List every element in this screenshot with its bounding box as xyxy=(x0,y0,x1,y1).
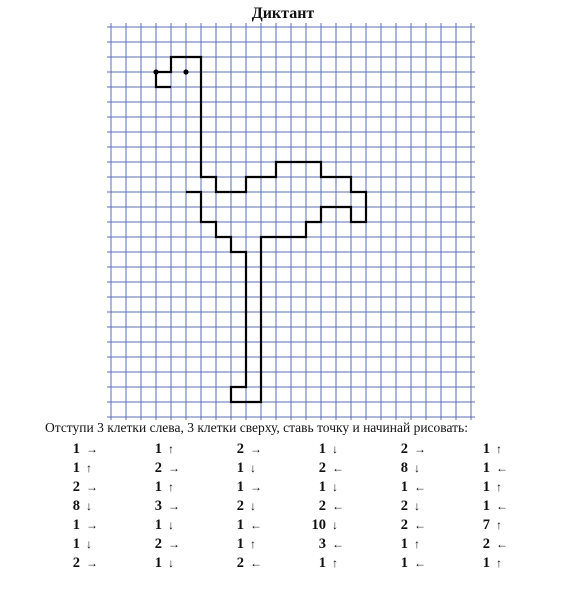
dictation-step xyxy=(470,535,508,553)
step-count: 1 xyxy=(400,536,408,552)
direction-arrow-icon: ↓ xyxy=(250,461,256,475)
dictation-step xyxy=(224,516,262,534)
direction-arrow-icon: → xyxy=(168,537,180,551)
step-count: 2 xyxy=(400,517,408,533)
direction-arrow-icon: → xyxy=(168,461,180,475)
dictation-step xyxy=(60,497,92,515)
direction-arrow-icon: ↑ xyxy=(250,537,256,551)
dictation-step xyxy=(142,554,174,572)
direction-arrow-icon: ← xyxy=(250,518,262,532)
direction-arrow-icon: ← xyxy=(496,499,508,513)
direction-arrow-icon: → xyxy=(86,480,98,494)
step-count: 8 xyxy=(72,498,80,514)
direction-arrow-icon: → xyxy=(250,480,262,494)
step-count: 2 xyxy=(236,441,244,457)
direction-arrow-icon: ← xyxy=(496,461,508,475)
dictation-step xyxy=(224,459,256,477)
step-count: 3 xyxy=(154,498,162,514)
step-count: 2 xyxy=(72,555,80,571)
direction-arrow-icon: ↑ xyxy=(414,537,420,551)
dictation-step xyxy=(388,497,420,515)
dictation-step xyxy=(224,554,262,572)
dictation-step xyxy=(470,554,502,572)
dictation-step xyxy=(142,497,180,515)
step-count: 1 xyxy=(236,536,244,552)
dictation-step xyxy=(142,440,174,458)
step-count: 7 xyxy=(482,517,490,533)
direction-arrow-icon: ↓ xyxy=(332,442,338,456)
dictation-step xyxy=(60,459,92,477)
direction-arrow-icon: ↑ xyxy=(496,518,502,532)
direction-arrow-icon: ↓ xyxy=(86,499,92,513)
direction-arrow-icon: ↑ xyxy=(86,461,92,475)
step-count: 1 xyxy=(236,479,244,495)
dictation-step xyxy=(306,440,338,458)
dictation-step xyxy=(388,440,426,458)
step-count: 1 xyxy=(400,555,408,571)
direction-arrow-icon: → xyxy=(168,499,180,513)
dictation-step xyxy=(224,440,262,458)
direction-arrow-icon: ↑ xyxy=(332,556,338,570)
dictation-step xyxy=(142,516,174,534)
direction-arrow-icon: ← xyxy=(250,556,262,570)
direction-arrow-icon: ↑ xyxy=(168,480,174,494)
step-count: 1 xyxy=(318,555,326,571)
page-title: Диктант xyxy=(251,5,315,22)
step-count: 1 xyxy=(318,479,326,495)
dictation-step xyxy=(224,535,256,553)
step-count: 1 xyxy=(72,517,80,533)
direction-arrow-icon: ↓ xyxy=(332,480,338,494)
dictation-steps xyxy=(60,440,520,572)
direction-arrow-icon: → xyxy=(250,442,262,456)
step-count: 1 xyxy=(482,479,490,495)
dictation-step xyxy=(470,440,502,458)
direction-arrow-icon: ↓ xyxy=(168,518,174,532)
step-count: 1 xyxy=(154,479,162,495)
direction-arrow-icon: ↓ xyxy=(168,556,174,570)
direction-arrow-icon: → xyxy=(86,442,98,456)
direction-arrow-icon: ← xyxy=(414,556,426,570)
step-count: 2 xyxy=(400,441,408,457)
step-count: 1 xyxy=(236,517,244,533)
step-count: 1 xyxy=(482,555,490,571)
step-count: 2 xyxy=(154,536,162,552)
dictation-step xyxy=(60,478,98,496)
step-count: 2 xyxy=(482,536,490,552)
direction-arrow-icon: ↑ xyxy=(496,442,502,456)
dictation-step xyxy=(306,459,344,477)
ostrich-beak-line xyxy=(156,72,171,87)
dictation-step xyxy=(306,497,344,515)
direction-arrow-icon: ← xyxy=(414,518,426,532)
dictation-step xyxy=(224,497,256,515)
step-count: 1 xyxy=(154,517,162,533)
dictation-step xyxy=(60,516,98,534)
step-count: 2 xyxy=(236,555,244,571)
step-count: 1 xyxy=(236,460,244,476)
dictation-step xyxy=(60,554,98,572)
step-count: 1 xyxy=(72,536,80,552)
step-count: 10 xyxy=(311,517,326,533)
step-count: 1 xyxy=(72,460,80,476)
dictation-step xyxy=(388,554,426,572)
direction-arrow-icon: ← xyxy=(496,537,508,551)
step-count: 2 xyxy=(72,479,80,495)
direction-arrow-icon: ↑ xyxy=(496,556,502,570)
dictation-step xyxy=(388,478,426,496)
dictation-step xyxy=(470,516,502,534)
dictation-step xyxy=(142,535,180,553)
direction-arrow-icon: ↓ xyxy=(332,518,338,532)
step-count: 8 xyxy=(400,460,408,476)
step-count: 1 xyxy=(400,479,408,495)
step-count: 2 xyxy=(236,498,244,514)
direction-arrow-icon: ← xyxy=(332,499,344,513)
step-count: 2 xyxy=(318,498,326,514)
direction-arrow-icon: → xyxy=(414,442,426,456)
dictation-step xyxy=(60,535,92,553)
step-count: 2 xyxy=(400,498,408,514)
direction-arrow-icon: → xyxy=(86,518,98,532)
step-count: 1 xyxy=(154,441,162,457)
direction-arrow-icon: → xyxy=(86,556,98,570)
direction-arrow-icon: ↑ xyxy=(496,480,502,494)
step-count: 1 xyxy=(482,498,490,514)
step-count: 3 xyxy=(318,536,326,552)
direction-arrow-icon: ← xyxy=(414,480,426,494)
step-count: 1 xyxy=(318,441,326,457)
dictation-step xyxy=(306,535,344,553)
direction-arrow-icon: ← xyxy=(332,537,344,551)
dictation-step xyxy=(142,478,174,496)
dictation-step xyxy=(470,459,508,477)
step-count: 2 xyxy=(154,460,162,476)
dictation-step xyxy=(388,516,426,534)
dictation-step xyxy=(306,478,338,496)
instruction-text: Отступи 3 клетки слева, 3 клетки сверху, ставь точку и начинай рисовать: xyxy=(45,420,468,435)
dictation-step xyxy=(388,535,420,553)
dictation-step xyxy=(142,459,180,477)
direction-arrow-icon: ↓ xyxy=(250,499,256,513)
direction-arrow-icon: ↓ xyxy=(414,499,420,513)
dictation-step xyxy=(224,478,262,496)
step-count: 1 xyxy=(154,555,162,571)
dictation-step xyxy=(470,497,508,515)
dictation-step xyxy=(306,516,338,534)
dictation-step xyxy=(470,478,502,496)
step-count: 1 xyxy=(482,460,490,476)
direction-arrow-icon: ← xyxy=(332,461,344,475)
dictation-step xyxy=(306,554,338,572)
step-count: 1 xyxy=(72,441,80,457)
dictation-step xyxy=(388,459,420,477)
step-count: 2 xyxy=(318,460,326,476)
step-count: 1 xyxy=(482,441,490,457)
dictation-step xyxy=(60,440,98,458)
eye-dot xyxy=(183,69,188,74)
direction-arrow-icon: ↓ xyxy=(86,537,92,551)
direction-arrow-icon: ↑ xyxy=(168,442,174,456)
start-dot xyxy=(153,69,158,74)
direction-arrow-icon: ↓ xyxy=(414,461,420,475)
